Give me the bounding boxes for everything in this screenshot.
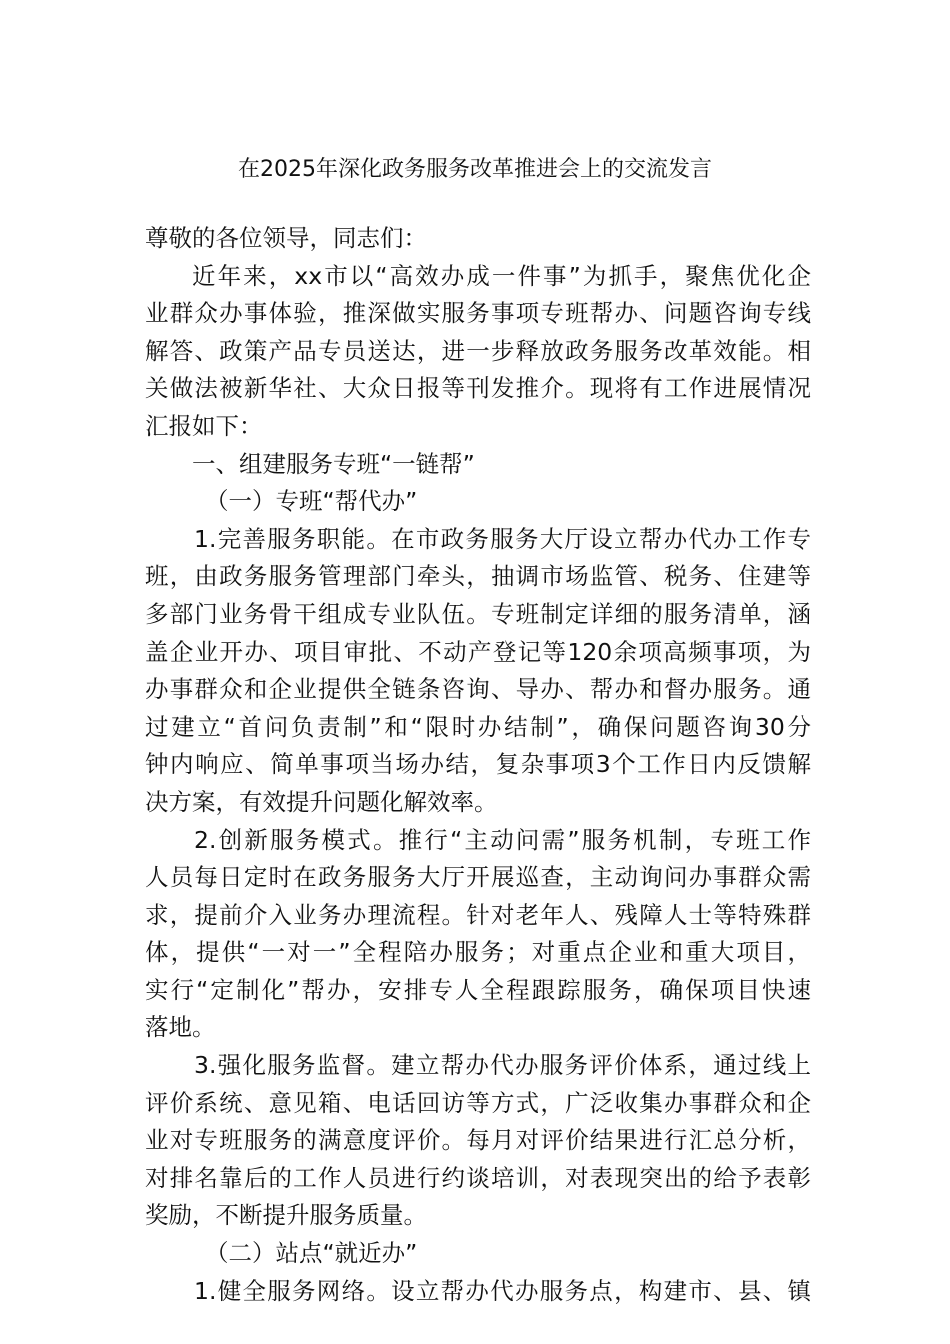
paragraph-line: 近年来，xx市以“高效办成一件事”为抓手，聚焦优化企 [192, 261, 811, 290]
paragraph-line: 多部门业务骨干组成专业队伍。专班制定详细的服务清单，涵 [145, 599, 811, 628]
paragraph-line: 钟内响应、简单事项当场办结，复杂事项3个工作日内反馈解 [145, 750, 811, 779]
paragraph-line: 决方案，有效提升问题化解效率。 [145, 787, 498, 816]
paragraph-line: 人员每日定时在政务服务大厅开展巡查，主动询问办事群众需 [145, 863, 811, 892]
paragraph-line: 求，提前介入业务办理流程。针对老年人、残障人士等特殊群 [145, 900, 811, 929]
subsection-heading: （一）专班“帮代办” [205, 487, 418, 516]
paragraph-line: 实行“定制化”帮办，安排专人全程跟踪服务，确保项目快速 [145, 975, 811, 1004]
paragraph-line: 体，提供“一对一”全程陪办服务；对重点企业和重大项目， [145, 938, 811, 967]
paragraph-line: 3.强化服务监督。建立帮办代办服务评价体系，通过线上 [194, 1051, 811, 1080]
paragraph-line: 关做法被新华社、大众日报等刊发推介。现将有工作进展情况 [145, 374, 811, 403]
paragraph-line: 1.健全服务网络。设立帮办代办服务点，构建市、县、镇 [194, 1276, 811, 1305]
paragraph-line: 2.创新服务模式。推行“主动问需”服务机制，专班工作 [194, 825, 811, 854]
subsection-heading: （二）站点“就近办” [205, 1239, 418, 1268]
salutation: 尊敬的各位领导，同志们： [145, 224, 427, 252]
paragraph-line: 盖企业开办、项目审批、不动产登记等120余项高频事项，为 [145, 637, 811, 666]
paragraph-line: 汇报如下： [145, 411, 263, 440]
paragraph-line: 业对专班服务的满意度评价。每月对评价结果进行汇总分析， [145, 1126, 811, 1155]
section-heading: 一、组建服务专班“一链帮” [192, 449, 475, 478]
document-title: 在2025年深化政务服务改革推进会上的交流发言 [238, 157, 712, 182]
paragraph-line: 1.完善服务职能。在市政务服务大厅设立帮办代办工作专 [194, 524, 811, 553]
paragraph-line: 班，由政务服务管理部门牵头，抽调市场监管、税务、住建等 [145, 562, 811, 591]
paragraph-line: 办事群众和企业提供全链条咨询、导办、帮办和督办服务。通 [145, 675, 811, 704]
document-body [145, 220, 811, 1310]
paragraph-line: 业群众办事体验，推深做实服务事项专班帮办、问题咨询专线 [145, 299, 811, 328]
paragraph-line: 对排名靠后的工作人员进行约谈培训，对表现突出的给予表彰 [145, 1163, 811, 1192]
paragraph-line: 评价系统、意见箱、电话回访等方式，广泛收集办事群众和企 [145, 1088, 811, 1117]
paragraph-line: 解答、政策产品专员送达，进一步释放政务服务改革效能。相 [145, 336, 811, 365]
paragraph-line: 奖励，不断提升服务质量。 [145, 1201, 427, 1230]
paragraph-line: 过建立“首问负责制”和“限时办结制”，确保问题咨询30分 [145, 712, 811, 741]
paragraph-line: 落地。 [145, 1013, 216, 1042]
